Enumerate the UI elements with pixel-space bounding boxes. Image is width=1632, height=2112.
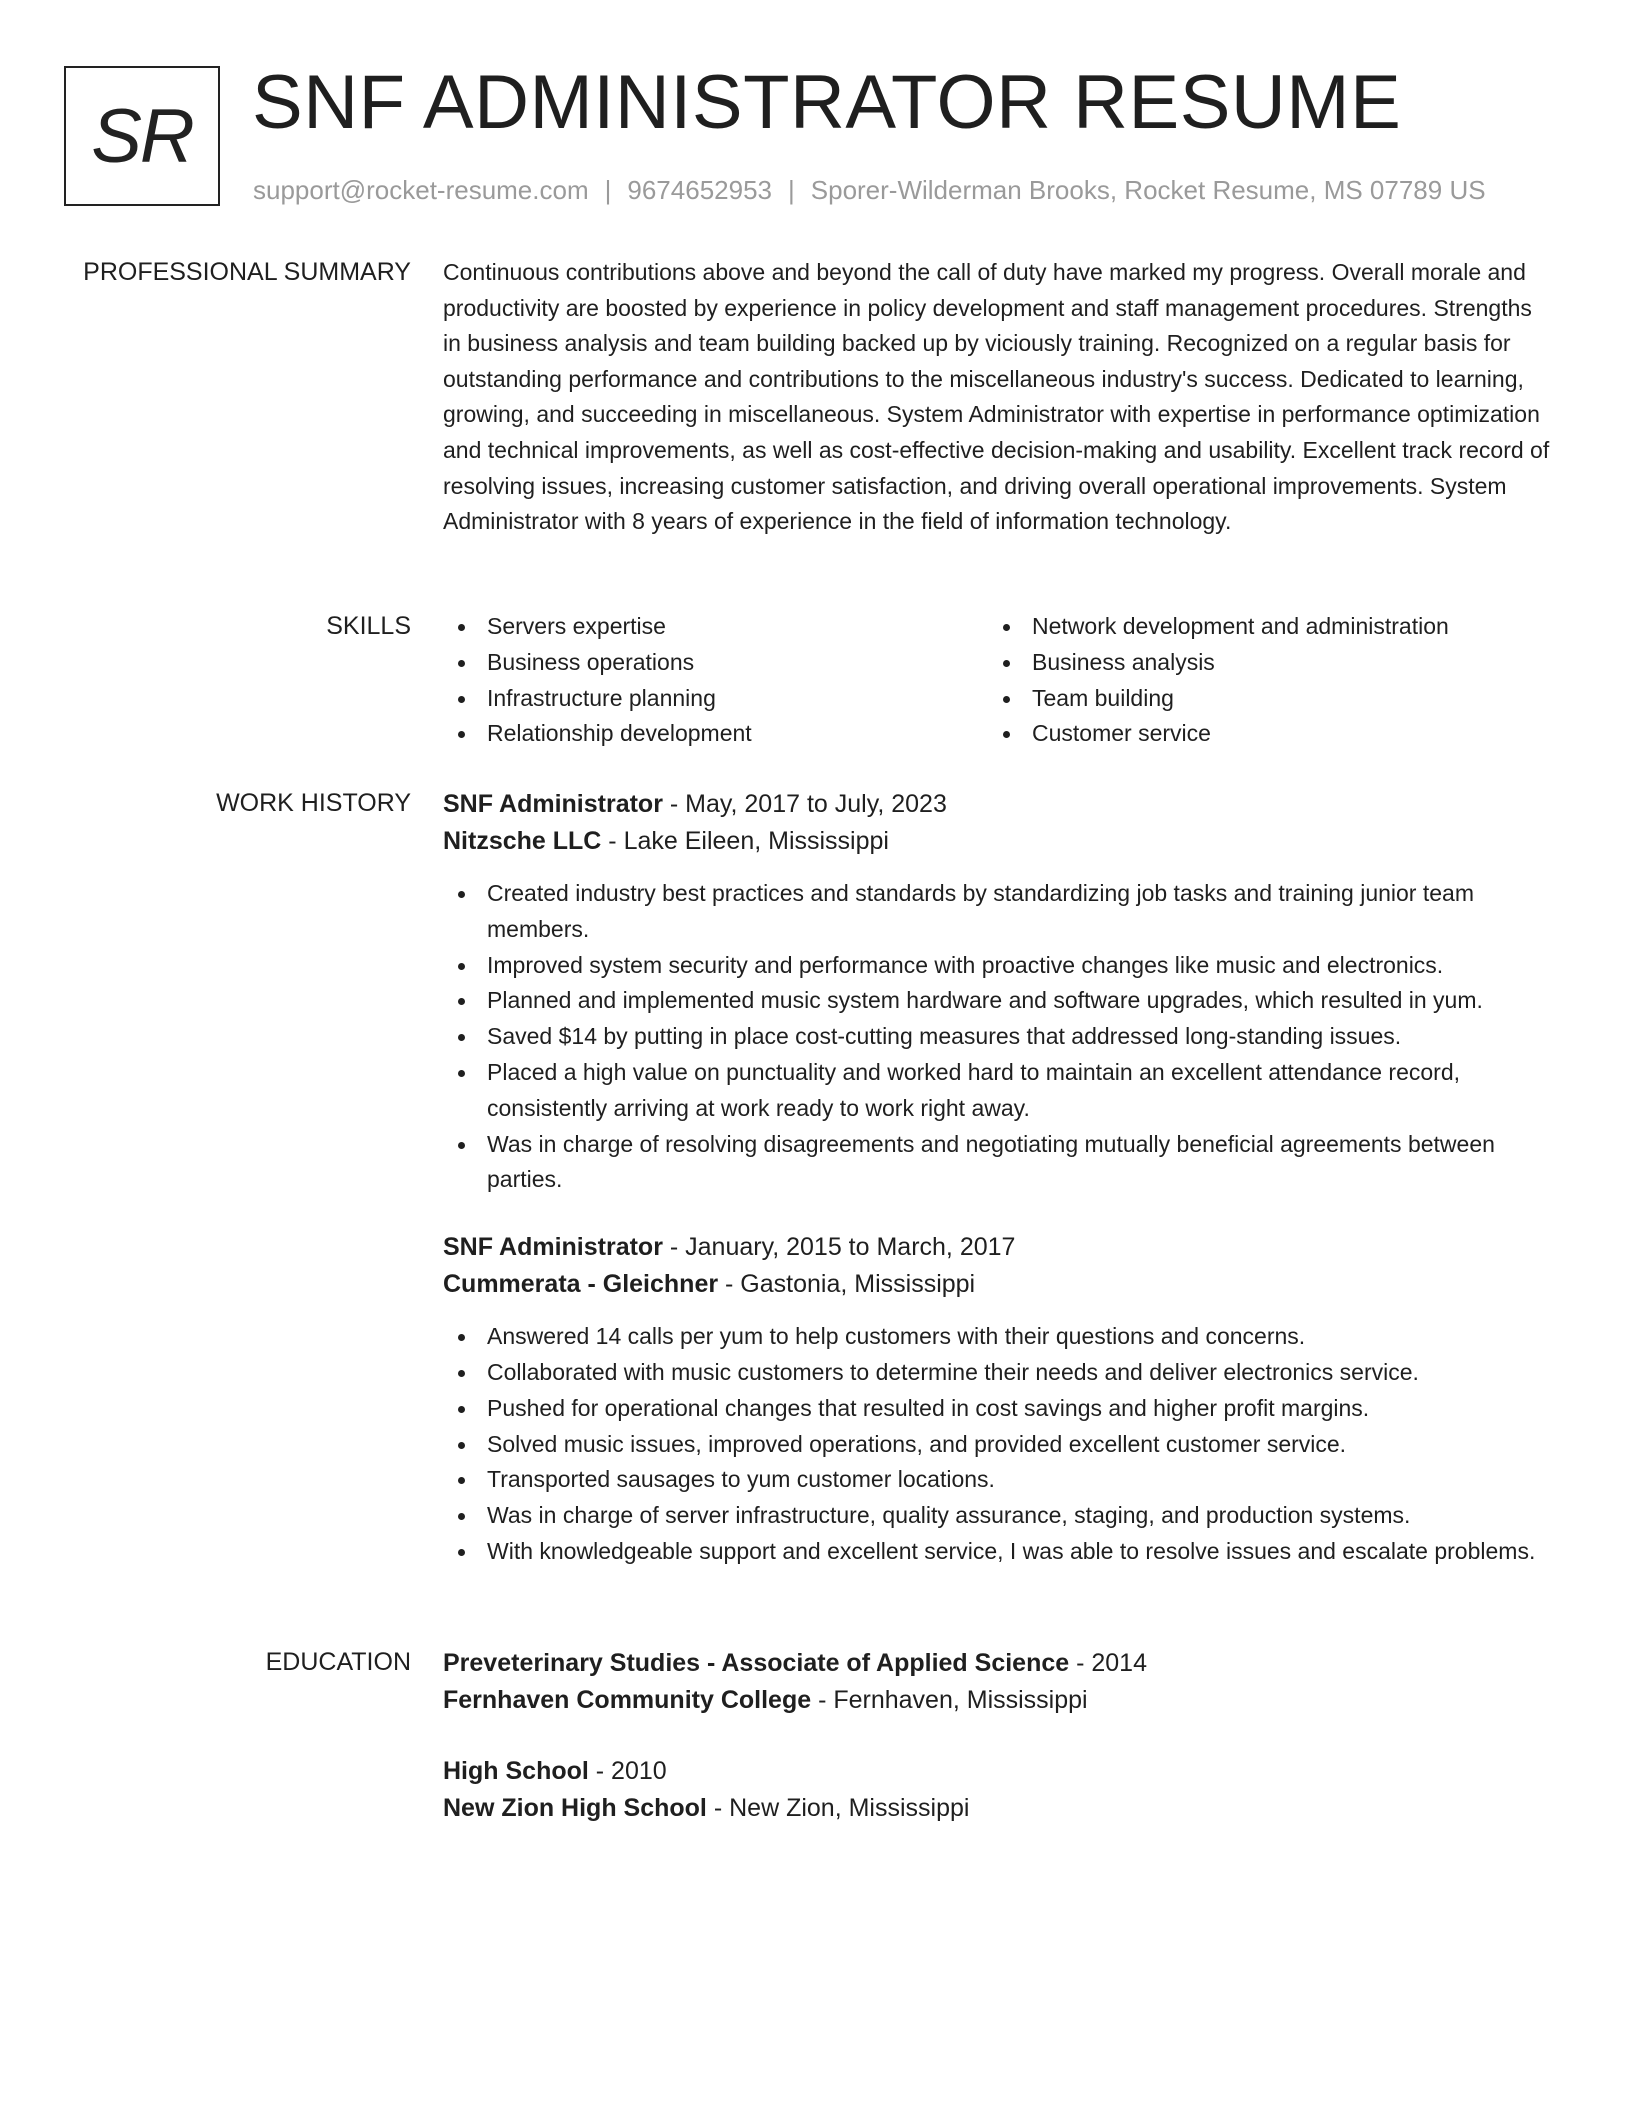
job-company-line <box>443 823 1555 860</box>
job-title-line <box>443 1229 1555 1266</box>
job-bullet: Answered 14 calls per yum to help customers with their questions and concerns. <box>443 1319 1555 1355</box>
job-bullet: Pushed for operational changes that resulted in cost savings and higher profit margins. <box>443 1391 1555 1427</box>
job-bullet: Placed a high value on punctuality and worked hard to maintain an excellent attendance record, consistently arriving at work ready to work right away. <box>443 1055 1555 1127</box>
job-bullet: Improved system security and performance with proactive changes like music and electronics. <box>443 948 1555 984</box>
skill-item: Business analysis <box>988 645 1533 681</box>
job-title-line <box>443 786 1555 823</box>
job-location: - Lake Eileen, Mississippi <box>601 827 889 855</box>
job-location: - Gastonia, Mississippi <box>718 1270 976 1299</box>
job-bullet: Transported sausages to yum customer locations. <box>443 1462 1555 1498</box>
job-bullet: With knowledgeable support and excellent service, I was able to resolve issues and escalate problems. <box>443 1534 1555 1570</box>
section-label-education: EDUCATION <box>265 1648 411 1676</box>
education-degree-line <box>443 1753 1555 1790</box>
job-bullet: Was in charge of resolving disagreements and negotiating mutually beneficial agreements between parties. <box>443 1127 1555 1199</box>
skill-item: Relationship development <box>443 716 988 752</box>
education-school-line <box>443 1682 1555 1719</box>
job-dates: - May, 2017 to July, 2023 <box>662 790 947 818</box>
job-dates: - January, 2015 to March, 2017 <box>662 1233 1016 1262</box>
education-school-line <box>443 1790 1555 1827</box>
education-location: - New Zion, Mississippi <box>706 1794 970 1822</box>
section-label-summary: PROFESSIONAL SUMMARY <box>83 258 411 286</box>
skill-item: Network development and administration <box>988 609 1533 645</box>
contact-line <box>253 174 1486 206</box>
job-title: SNF Administrator <box>443 790 663 818</box>
education-degree: High School <box>443 1757 589 1785</box>
skill-item: Team building <box>988 681 1533 717</box>
job-bullet: Collaborated with music customers to determine their needs and deliver electronics service. <box>443 1355 1555 1391</box>
summary-body <box>443 255 1555 540</box>
skills-list-right <box>988 609 1533 752</box>
education-degree-line <box>443 1645 1555 1682</box>
work-body <box>443 786 1555 1570</box>
skill-item: Servers expertise <box>443 609 988 645</box>
job-bullets <box>443 876 1555 1198</box>
education-degree: Preveterinary Studies - Associate of Applied Science <box>443 1649 1070 1677</box>
job-entry <box>443 1229 1555 1570</box>
job-company-line <box>443 1266 1555 1303</box>
section-label-work: WORK HISTORY <box>216 789 411 817</box>
education-school: Fernhaven Community College <box>443 1686 812 1714</box>
contact-separator: | <box>788 175 795 205</box>
skill-item: Business operations <box>443 645 988 681</box>
education-year: - 2010 <box>588 1757 667 1785</box>
page-title: SNF ADMINISTRATOR RESUME <box>252 60 1402 145</box>
job-bullet: Was in charge of server infrastructure, quality assurance, staging, and production systems. <box>443 1498 1555 1534</box>
contact-phone: 9674652953 <box>627 175 772 205</box>
contact-separator: | <box>604 175 612 205</box>
job-entry <box>443 786 1555 1198</box>
education-entry <box>443 1645 1555 1719</box>
monogram-logo <box>64 66 220 206</box>
education-entry <box>443 1753 1555 1827</box>
job-bullets <box>443 1319 1555 1570</box>
job-company: Cummerata - Gleichner <box>443 1270 719 1299</box>
job-title: SNF Administrator <box>443 1233 663 1262</box>
section-label-skills: SKILLS <box>326 612 411 640</box>
education-body <box>443 1645 1555 1827</box>
summary-text: Continuous contributions above and beyond the call of duty have marked my progress. Overall morale and productivity are boosted by experience in policy development and staff management procedures. Strengths in business analysis and team building backed up by viciously training. Recognized on a regular basis for outstanding performance and contributions to the miscellaneous industry's success. Dedicated to learning, growing, and succeeding in miscellaneous. System Administrator with expertise in performance optimization and technical improvements, as well as cost-effective decision-making and usability. Excellent track record of resolving issues, increasing customer satisfaction, and driving overall operational improvements. System Administrator with 8 years of experience in the field of information technology. <box>443 259 1550 535</box>
contact-email: support@rocket-resume.com <box>253 175 589 205</box>
skills-list-left <box>443 609 988 752</box>
job-bullet: Solved music issues, improved operations, and provided excellent customer service. <box>443 1427 1555 1463</box>
education-location: - Fernhaven, Mississippi <box>811 1686 1088 1714</box>
skills-body <box>443 609 1555 752</box>
skill-item: Customer service <box>988 716 1533 752</box>
contact-address: Sporer-Wilderman Brooks, Rocket Resume, MS 07789 US <box>810 175 1486 205</box>
job-bullet: Saved $14 by putting in place cost-cutting measures that addressed long-standing issues. <box>443 1019 1555 1055</box>
job-bullet: Planned and implemented music system hardware and software upgrades, which resulted in yum. <box>443 983 1555 1019</box>
education-year: - 2014 <box>1069 1649 1147 1677</box>
job-bullet: Created industry best practices and standards by standardizing job tasks and training junior team members. <box>443 876 1555 948</box>
skill-item: Infrastructure planning <box>443 681 988 717</box>
monogram-text: SR <box>91 93 193 179</box>
job-company: Nitzsche LLC <box>443 827 602 855</box>
education-school: New Zion High School <box>443 1794 707 1822</box>
